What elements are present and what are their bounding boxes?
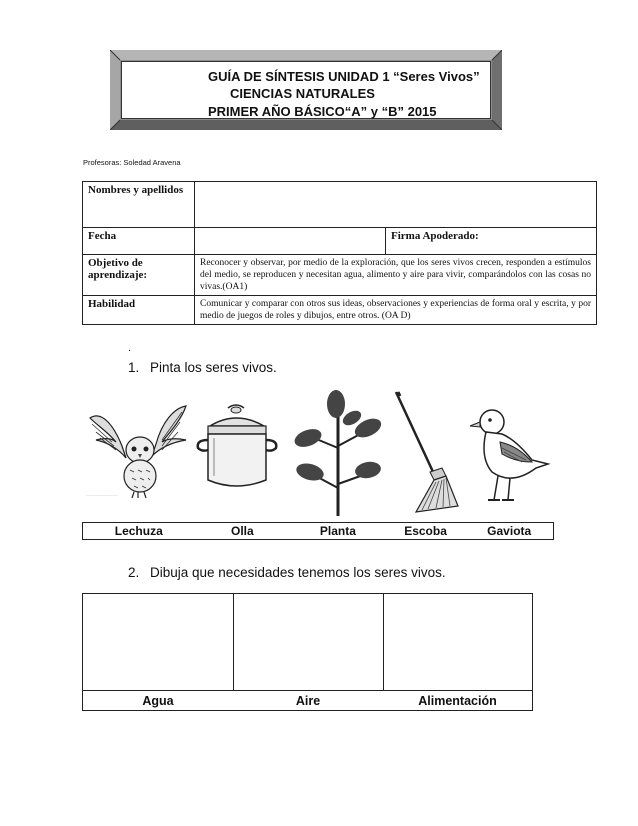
question-2-text: Dibuja que necesidades tenemos los seres vivos. xyxy=(150,565,446,580)
question-1-text: Pinta los seres vivos. xyxy=(150,360,277,375)
title-line-2: CIENCIAS NATURALES xyxy=(230,86,375,101)
label-planta: Planta xyxy=(319,524,356,538)
label-alimentacion: Alimentación xyxy=(418,694,497,708)
student-info-table xyxy=(82,181,597,325)
label-olla: Olla xyxy=(230,524,254,538)
draw-cell-aire[interactable] xyxy=(233,594,384,690)
question-2 xyxy=(128,565,446,580)
question-1-number: 1. xyxy=(128,360,140,375)
needs-labels-row xyxy=(83,690,532,712)
names-label: Nombres y apellidos xyxy=(83,182,195,228)
pictures-panel xyxy=(82,388,554,522)
pot-drawing[interactable] xyxy=(194,388,290,522)
plant-drawing[interactable] xyxy=(290,388,386,522)
question-2-number: 2. xyxy=(128,565,140,580)
title-line-1: GUÍA DE SÍNTESIS UNIDAD 1 “Seres Vivos” xyxy=(208,69,480,84)
owl-drawing[interactable] xyxy=(82,388,194,522)
objective-text: Reconocer y observar, por medio de la exploración, que los seres vivos crecen, responden a estímulos del medio, se reproducen y necesitan agua, alimento y aire para vivir, comparándolos con las cosas no vivas.(OA1) xyxy=(195,255,597,296)
seagull-drawing[interactable] xyxy=(466,388,554,522)
names-field[interactable] xyxy=(195,182,597,228)
label-agua: Agua xyxy=(142,694,174,708)
signature-label: Firma Apoderado: xyxy=(386,228,597,255)
skill-label: Habilidad xyxy=(83,296,195,325)
label-lechuza: Lechuza xyxy=(114,524,163,538)
title-inner xyxy=(121,61,491,119)
draw-cell-alimentacion[interactable] xyxy=(383,594,532,690)
pictures-labels-row xyxy=(82,522,554,540)
label-aire: Aire xyxy=(295,694,321,708)
drawing-table xyxy=(82,593,533,711)
broom-drawing[interactable] xyxy=(386,388,466,522)
label-gaviota: Gaviota xyxy=(487,524,532,538)
title-box xyxy=(110,50,502,130)
question-1 xyxy=(128,360,277,375)
label-escoba: Escoba xyxy=(404,524,447,538)
objective-label: Objetivo de aprendizaje: xyxy=(83,255,195,296)
bullet-dot: . xyxy=(128,342,132,354)
title-line-3: PRIMER AÑO BÁSICO“A” y “B” 2015 xyxy=(208,104,437,119)
skill-text: Comunicar y comparar con otros sus ideas, observaciones y experiencias de forma oral y escrita, y por medio de juegos de roles y dibujos, entre otros. (OA D) xyxy=(195,296,597,325)
teacher-name: Profesoras: Soledad Aravena xyxy=(83,158,181,167)
draw-cell-agua[interactable] xyxy=(83,594,234,690)
svg-text:..............................: ................................. xyxy=(86,493,119,497)
date-label: Fecha xyxy=(83,228,195,255)
date-field[interactable] xyxy=(195,228,386,255)
